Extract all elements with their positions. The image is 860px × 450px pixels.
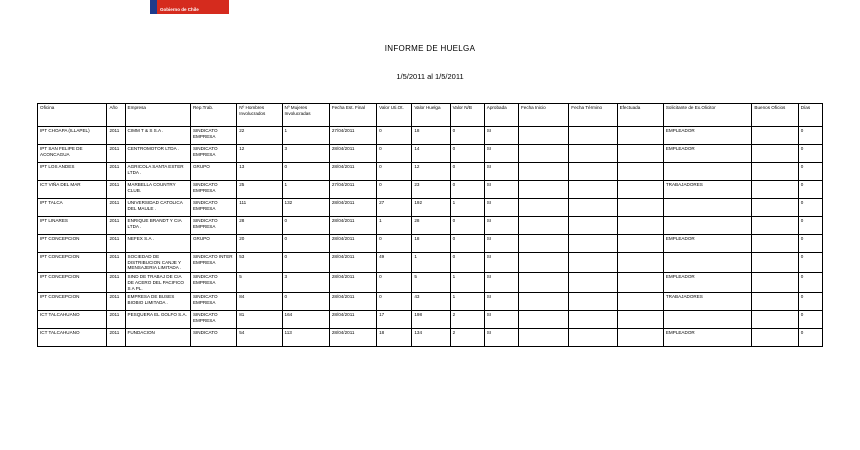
table-header-row: [38, 104, 823, 127]
table-cell: [752, 253, 798, 273]
table-cell: IPT CONCEPCION: [38, 253, 107, 273]
table-cell: EMPLEADOR: [663, 127, 752, 145]
table-cell: 2: [450, 311, 484, 329]
table-cell: 0: [377, 273, 412, 293]
table-cell: [617, 145, 663, 163]
table-cell: 1: [450, 273, 484, 293]
table-cell: [569, 273, 617, 293]
table-cell: [752, 235, 798, 253]
table-cell: [518, 199, 568, 217]
table-cell: [752, 217, 798, 235]
table-cell: 27: [377, 199, 412, 217]
table-cell: IPT CONCEPCION: [38, 235, 107, 253]
table-cell: 0: [450, 253, 484, 273]
table-cell: 22: [237, 127, 282, 145]
table-cell: SI: [484, 273, 518, 293]
table-cell: SI: [484, 127, 518, 145]
table-cell: 20: [237, 235, 282, 253]
table-cell: NEFEX S.A .: [125, 235, 190, 253]
table-cell: MARBELLA COUNTRY CLUB.: [125, 181, 190, 199]
table-cell: 27/04/2011: [329, 181, 376, 199]
table-cell: SI: [484, 293, 518, 311]
table-cell: 1: [282, 181, 329, 199]
table-cell: [617, 181, 663, 199]
table-cell: UNIVERSIDAD CATOLICA DEL MAULE .: [125, 199, 190, 217]
table-cell: SINDICATO: [190, 329, 236, 347]
table-cell: 27/04/2011: [329, 127, 376, 145]
table-cell: [518, 273, 568, 293]
table-cell: 17: [377, 311, 412, 329]
table-cell: 2011: [107, 273, 125, 293]
table-cell: [752, 311, 798, 329]
table-cell: SINDICATO INTER EMPRESA: [190, 253, 236, 273]
table-cell: 2011: [107, 311, 125, 329]
table-row: [38, 199, 823, 217]
table-cell: [518, 235, 568, 253]
table-cell: 81: [237, 311, 282, 329]
table-cell: 0: [798, 273, 822, 293]
table-row: [38, 235, 823, 253]
table-cell: 18: [412, 235, 450, 253]
table-cell: 3: [282, 145, 329, 163]
column-header: Fecha Inicio: [518, 104, 568, 127]
table-cell: [752, 181, 798, 199]
column-header: Valor Huelga: [412, 104, 450, 127]
report-period: 1/5/2011 al 1/5/2011: [396, 72, 464, 81]
table-cell: 2011: [107, 145, 125, 163]
table-cell: 5: [237, 273, 282, 293]
table-cell: 84: [237, 293, 282, 311]
table-cell: [617, 329, 663, 347]
column-header: Días: [798, 104, 822, 127]
table-cell: SINDICATO EMPRESA: [190, 293, 236, 311]
table-cell: [569, 163, 617, 181]
table-cell: [518, 145, 568, 163]
table-cell: [569, 145, 617, 163]
table-cell: SI: [484, 311, 518, 329]
table-cell: 0: [798, 253, 822, 273]
strike-report-table: [37, 103, 823, 347]
table-cell: IPT CHOAPA (ILLAPEL): [38, 127, 107, 145]
gobierno-logo: [150, 0, 229, 14]
table-cell: 28/04/2011: [329, 329, 376, 347]
table-cell: ICT VIÑA DEL MAR: [38, 181, 107, 199]
table-cell: FUNDACION: [125, 329, 190, 347]
table-cell: [663, 253, 752, 273]
table-cell: [752, 329, 798, 347]
table-cell: 0: [377, 235, 412, 253]
table-cell: SI: [484, 163, 518, 181]
table-cell: [518, 253, 568, 273]
table-cell: IPT CONCEPCION: [38, 293, 107, 311]
column-header: Buenos Oficios: [752, 104, 798, 127]
table-cell: [518, 329, 568, 347]
table-cell: 18: [412, 127, 450, 145]
table-cell: [518, 127, 568, 145]
table-cell: SI: [484, 145, 518, 163]
table-row: [38, 273, 823, 293]
table-cell: 0: [282, 217, 329, 235]
table-cell: 49: [377, 253, 412, 273]
column-header: Oficina: [38, 104, 107, 127]
table-cell: 54: [237, 329, 282, 347]
table-cell: 28/04/2011: [329, 163, 376, 181]
table-cell: [518, 163, 568, 181]
table-cell: [617, 217, 663, 235]
table-cell: 164: [282, 311, 329, 329]
table-cell: 12: [237, 145, 282, 163]
table-cell: [752, 293, 798, 311]
table-cell: TRABAJADORES: [663, 293, 752, 311]
table-cell: [752, 273, 798, 293]
table-cell: 0: [377, 293, 412, 311]
table-cell: 0: [450, 127, 484, 145]
logo-blue-block: [150, 0, 157, 14]
table-cell: 28/04/2011: [329, 311, 376, 329]
table-cell: [752, 127, 798, 145]
table-cell: EMPLEADOR: [663, 273, 752, 293]
column-header: Año: [107, 104, 125, 127]
table-cell: 113: [282, 329, 329, 347]
table-cell: 28/04/2011: [329, 273, 376, 293]
table-cell: 0: [282, 163, 329, 181]
table-cell: [617, 235, 663, 253]
table-cell: IPT LINARES: [38, 217, 107, 235]
table-cell: SI: [484, 199, 518, 217]
table-cell: 0: [798, 199, 822, 217]
table-cell: 2: [450, 329, 484, 347]
table-cell: SINDICATO EMPRESA: [190, 145, 236, 163]
table-cell: GRUPO: [190, 235, 236, 253]
table-cell: 192: [412, 199, 450, 217]
column-header: Fecha Término: [569, 104, 617, 127]
table-cell: [663, 199, 752, 217]
table-cell: [518, 293, 568, 311]
table-cell: 1: [377, 217, 412, 235]
table-cell: 1: [412, 253, 450, 273]
table-cell: EMPLEADOR: [663, 145, 752, 163]
table-cell: 198: [412, 311, 450, 329]
table-cell: GRUPO: [190, 163, 236, 181]
table-cell: 1: [450, 199, 484, 217]
table-cell: [752, 163, 798, 181]
table-row: [38, 163, 823, 181]
table-cell: [752, 199, 798, 217]
table-body: [38, 127, 823, 347]
table-cell: 0: [798, 181, 822, 199]
logo-red-block: [157, 0, 229, 14]
table-cell: 5: [412, 273, 450, 293]
table-cell: 0: [798, 145, 822, 163]
column-header: Efectuada: [617, 104, 663, 127]
table-cell: AGRICOLA SANTA ESTER LTDA .: [125, 163, 190, 181]
table-cell: [617, 273, 663, 293]
table-cell: EMPLEADOR: [663, 329, 752, 347]
table-cell: 2011: [107, 163, 125, 181]
table-cell: 0: [450, 163, 484, 181]
table-cell: EMPLEADOR: [663, 235, 752, 253]
table-cell: [569, 217, 617, 235]
table-row: [38, 145, 823, 163]
table-cell: 0: [377, 127, 412, 145]
table-cell: SI: [484, 217, 518, 235]
table-cell: ICT TALCAHUANO: [38, 329, 107, 347]
table-cell: 28/04/2011: [329, 145, 376, 163]
table-cell: PESQUERA EL GOLFO S.A.: [125, 311, 190, 329]
table-cell: 13: [237, 163, 282, 181]
table-cell: IPT TALCA: [38, 199, 107, 217]
table-cell: [569, 235, 617, 253]
table-cell: [617, 293, 663, 311]
table-cell: SI: [484, 253, 518, 273]
table-cell: 43: [412, 293, 450, 311]
table-cell: [617, 311, 663, 329]
table-cell: 53: [237, 253, 282, 273]
table-cell: 1: [450, 293, 484, 311]
table-cell: EMPRESA DE BUSES BIOBIO LIMITADA .: [125, 293, 190, 311]
table-cell: 28/04/2011: [329, 235, 376, 253]
column-header: Aprobada: [484, 104, 518, 127]
table-cell: 0: [798, 163, 822, 181]
table-cell: ICT TALCAHUANO: [38, 311, 107, 329]
table-cell: [569, 293, 617, 311]
table-cell: 0: [798, 235, 822, 253]
table-row: [38, 181, 823, 199]
table-cell: [617, 253, 663, 273]
table-cell: SI: [484, 329, 518, 347]
table-cell: 0: [798, 217, 822, 235]
table-cell: 28/04/2011: [329, 293, 376, 311]
table-cell: 0: [450, 217, 484, 235]
table-cell: 28/04/2011: [329, 253, 376, 273]
table-cell: TRABAJADORES: [663, 181, 752, 199]
column-header: Solicitante de Ex.Olicitor: [663, 104, 752, 127]
table-cell: [752, 145, 798, 163]
table-cell: 25: [237, 181, 282, 199]
table-cell: [663, 217, 752, 235]
column-header: Nº Mujeres Involucradas: [282, 104, 329, 127]
table-row: [38, 217, 823, 235]
table-cell: 18: [377, 329, 412, 347]
table-cell: ENRIQUE BRANDT Y CIA LTDA .: [125, 217, 190, 235]
table-cell: 0: [450, 145, 484, 163]
table-cell: [569, 127, 617, 145]
table-cell: 0: [282, 235, 329, 253]
table-cell: 2011: [107, 217, 125, 235]
table-cell: [663, 163, 752, 181]
column-header: Rep.Trab.: [190, 104, 236, 127]
report-title: INFORME DE HUELGA: [384, 44, 476, 53]
table-cell: 23: [412, 181, 450, 199]
table-cell: 0: [377, 181, 412, 199]
table-cell: 0: [282, 293, 329, 311]
table-cell: SINDICATO EMPRESA: [190, 273, 236, 293]
table-cell: SIND DE TRABAJ DE CIA DE ACERO DEL PACIFICO S A PL.: [125, 273, 190, 293]
table-cell: [518, 217, 568, 235]
table-cell: 0: [798, 127, 822, 145]
table-cell: 14: [412, 145, 450, 163]
logo-text: Gobierno de Chile: [160, 7, 199, 12]
table-cell: 0: [798, 329, 822, 347]
table-cell: 2011: [107, 181, 125, 199]
column-header: Empresa: [125, 104, 190, 127]
table-cell: 0: [377, 163, 412, 181]
table-cell: IPT LOS ANDES: [38, 163, 107, 181]
table-cell: 134: [412, 329, 450, 347]
table-cell: [569, 253, 617, 273]
table-cell: [617, 127, 663, 145]
table-cell: 0: [377, 145, 412, 163]
table-cell: 132: [282, 199, 329, 217]
table-cell: 2011: [107, 253, 125, 273]
table-cell: [518, 311, 568, 329]
table-cell: SINDICATO EMPRESA: [190, 311, 236, 329]
table-cell: [518, 181, 568, 199]
table-cell: 2011: [107, 127, 125, 145]
table-cell: SI: [484, 235, 518, 253]
table-cell: [617, 199, 663, 217]
table-cell: SI: [484, 181, 518, 199]
table-cell: 2011: [107, 329, 125, 347]
table-cell: 3: [282, 273, 329, 293]
table-cell: 28: [412, 217, 450, 235]
column-header: Fecha Est. Final: [329, 104, 376, 127]
table-cell: 0: [282, 253, 329, 273]
table-cell: 28: [237, 217, 282, 235]
table-cell: [617, 163, 663, 181]
table-cell: [569, 329, 617, 347]
table-cell: CIMM T & S S.A .: [125, 127, 190, 145]
table-cell: IPT CONCEPCION: [38, 273, 107, 293]
table-cell: 0: [450, 235, 484, 253]
table-cell: SINDICATO EMPRESA: [190, 217, 236, 235]
table-cell: [569, 199, 617, 217]
table-row: [38, 329, 823, 347]
table-cell: CENTROMOTOR LTDA .: [125, 145, 190, 163]
table-row: [38, 293, 823, 311]
table-cell: [569, 181, 617, 199]
table-cell: SINDICATO EMPRESA: [190, 199, 236, 217]
table-cell: 2011: [107, 199, 125, 217]
column-header: Valor N/B: [450, 104, 484, 127]
table-cell: [569, 311, 617, 329]
table-row: [38, 253, 823, 273]
table-cell: 28/04/2011: [329, 217, 376, 235]
table-cell: IPT SAN FELIPE DE ACONCAGUA: [38, 145, 107, 163]
table-cell: SINDICATO EMPRESA: [190, 127, 236, 145]
table-cell: 0: [798, 311, 822, 329]
table-cell: 111: [237, 199, 282, 217]
table-cell: 2011: [107, 293, 125, 311]
table-cell: 28/04/2011: [329, 199, 376, 217]
table-cell: 0: [450, 181, 484, 199]
table-cell: 0: [798, 293, 822, 311]
table-row: [38, 311, 823, 329]
column-header: Valor Uti.Ot.: [377, 104, 412, 127]
table-cell: SOCIEDAD DE DISTRIBUCION CANJE Y MENSAJERIA LIMITADA .: [125, 253, 190, 273]
table-cell: 1: [282, 127, 329, 145]
table-cell: [663, 311, 752, 329]
table-cell: SINDICATO EMPRESA: [190, 181, 236, 199]
table-cell: 2011: [107, 235, 125, 253]
column-header: Nº Hombres Involucrados: [237, 104, 282, 127]
table-cell: 12: [412, 163, 450, 181]
table-row: [38, 127, 823, 145]
